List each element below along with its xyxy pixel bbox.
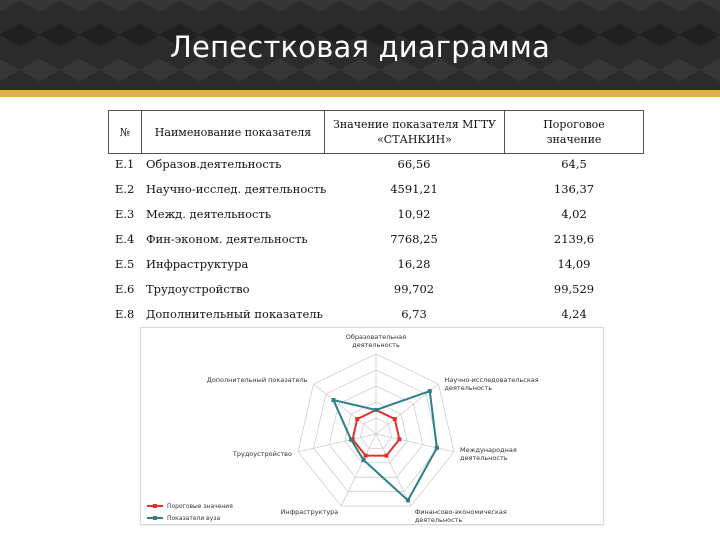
axis-label-line: Финансово-экономическая [414, 508, 507, 517]
table-row [108, 251, 644, 276]
axis-label-line: деятельность [444, 384, 493, 393]
row-code: Е.5 [115, 256, 135, 271]
row-value: 6,73 [401, 306, 427, 321]
row-threshold: 14,09 [557, 256, 591, 271]
row-threshold: 4,02 [561, 206, 587, 221]
row-value: 99,702 [393, 281, 435, 296]
axis-label [232, 450, 292, 458]
row-value: 4591,21 [390, 181, 438, 196]
row-code: Е.2 [115, 181, 135, 196]
legend-label: Показатели вуза [167, 515, 221, 522]
row-name: Фин-эконом. деятельность [146, 231, 308, 246]
row-threshold: 2139,6 [553, 231, 595, 246]
row-name: Инфраструктура [146, 256, 249, 271]
series-point [384, 454, 388, 458]
grid-spoke [341, 434, 376, 506]
row-code: Е.3 [115, 206, 135, 221]
row-threshold: 99,529 [553, 281, 595, 296]
header-num: № [109, 111, 142, 153]
radar-chart [140, 327, 604, 525]
series-point [428, 389, 432, 393]
axis-label [346, 333, 406, 349]
row-threshold: 64,5 [561, 156, 587, 171]
series-point [362, 458, 366, 462]
header-value [325, 111, 505, 153]
table-header [108, 110, 644, 154]
axis-label-line: деятельность [459, 453, 508, 462]
axis-label [460, 446, 517, 462]
row-name: Образов.деятельность [146, 156, 282, 171]
axis-label-line: Инфраструктура [280, 508, 339, 517]
grid-spoke [376, 434, 411, 506]
accent-bar [0, 90, 720, 97]
axis-label-line: деятельность [414, 516, 463, 525]
series-point [393, 417, 397, 421]
series-point [331, 398, 335, 402]
row-threshold: 136,37 [553, 181, 595, 196]
series-point [355, 417, 359, 421]
row-value: 16,28 [397, 256, 431, 271]
axis-label-line: Дополнительный показатель [206, 376, 308, 385]
series-point [349, 438, 353, 442]
header-name: Наименование показателя [142, 111, 325, 153]
row-code: Е.6 [115, 281, 135, 296]
row-name: Межд. деятельность [146, 206, 272, 221]
row-code: Е.8 [115, 306, 135, 321]
axis-label-line: Трудоустройство [232, 449, 293, 458]
axis-label [445, 376, 539, 392]
row-code: Е.1 [115, 156, 135, 171]
legend-marker-1 [153, 504, 157, 508]
axis-label-line: Научно-исследовательская [444, 376, 539, 385]
table-row [108, 151, 644, 176]
row-value: 66,56 [397, 156, 431, 171]
row-value: 10,92 [397, 206, 431, 221]
header-threshold-line2: значение [546, 133, 602, 146]
row-name: Дополнительный показатель [146, 306, 323, 321]
row-name: Научно-исслед. деятельность [146, 181, 327, 196]
series-point [397, 437, 401, 441]
axis-label-line: деятельность [352, 341, 400, 349]
row-threshold: 4,24 [561, 306, 587, 321]
radar-svg [141, 328, 605, 526]
table-row [108, 176, 644, 201]
row-value: 7768,25 [390, 231, 438, 246]
table-row [108, 201, 644, 226]
series-point [435, 446, 439, 450]
table-body [108, 151, 644, 326]
axis-label-line: Международная [459, 445, 517, 454]
header-value-line1: Значение показателя МГТУ [333, 118, 496, 131]
axis-label [207, 376, 308, 384]
legend-marker-2 [153, 516, 157, 520]
series-point [406, 498, 410, 502]
header-threshold [505, 111, 643, 153]
axis-label [281, 508, 339, 516]
axis-label-line: Образовательная [345, 333, 407, 341]
slide-title: Лепестковая диаграмма [170, 30, 550, 64]
table-row [108, 276, 644, 301]
legend-label: Пороговые значения [167, 503, 233, 510]
axis-label [415, 508, 507, 524]
series-point [364, 454, 368, 458]
header-value-line2: «СТАНКИН» [377, 133, 452, 146]
row-name: Трудоустройство [146, 281, 250, 296]
series-point [374, 408, 378, 412]
row-code: Е.4 [115, 231, 135, 246]
header-threshold-line1: Пороговое [543, 118, 605, 131]
table-row [108, 226, 644, 251]
table-row [108, 301, 644, 326]
